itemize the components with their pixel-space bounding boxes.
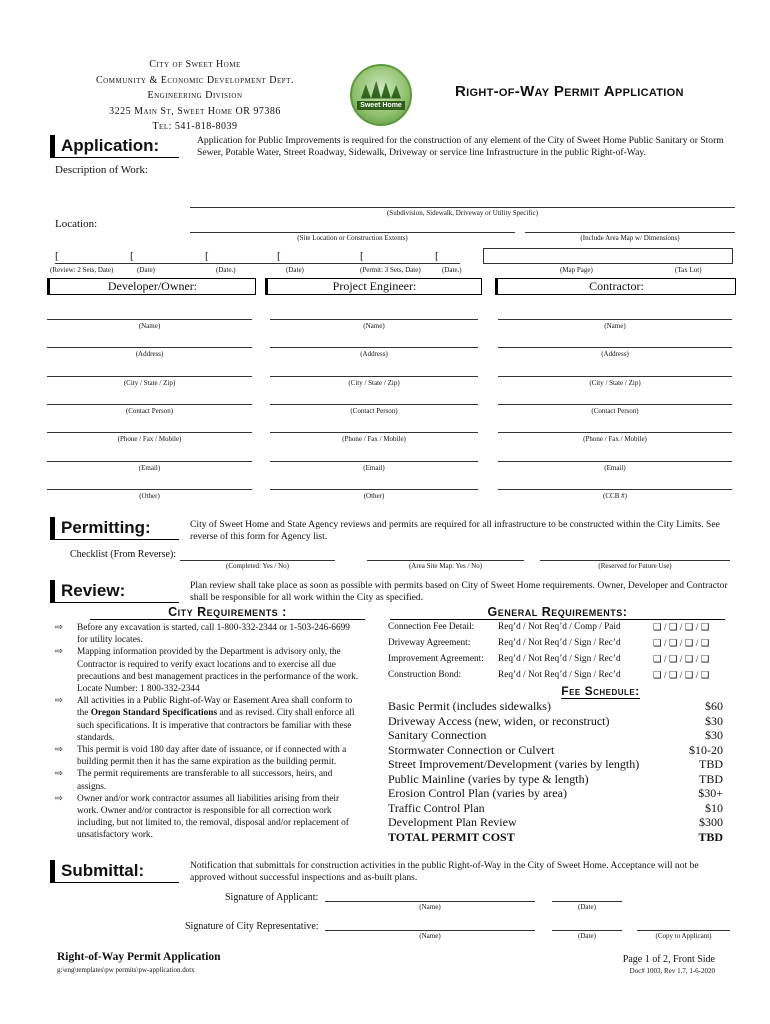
area-map-field[interactable]: [525, 232, 735, 233]
fee-label: Basic Permit (includes sidewalks): [388, 699, 551, 713]
fee-amount: $300: [699, 815, 723, 829]
status-checkboxes[interactable]: ❑ / ❑ / ❑ / ❑: [653, 671, 710, 681]
general-requirement-status: Req’d / Not Req’d / Sign / Rec’d: [498, 670, 621, 680]
application-heading: Application:: [50, 135, 179, 158]
contact-caption: (Address): [135, 350, 164, 359]
fee-row: [388, 815, 723, 830]
footer-page: Page 1 of 2, Front Side: [622, 954, 715, 965]
application-text: Application for Public Improvements is required for the construction of any element of the City of Sweet Home Public Sanitary or Storm Sewer, Potable Water, Street Roadway, Sidewalk, Driveway or service line Infrastructure in the public Right-of-Way.: [197, 135, 724, 158]
tax-lot-caption: (Tax Lot): [675, 266, 702, 274]
general-requirements-table: [388, 622, 733, 686]
fee-amount: TBD: [698, 829, 723, 844]
fee-amount: $30+: [698, 786, 723, 800]
contact-caption: (CCB #): [603, 491, 627, 500]
bracket: [: [55, 250, 59, 262]
contact-caption: (Name): [363, 322, 385, 330]
applicant-date-field[interactable]: [552, 901, 622, 902]
department-address: [70, 57, 320, 135]
copy-to-applicant-field[interactable]: [637, 930, 730, 931]
arrow-icon: ⇨: [55, 793, 63, 804]
contact-field[interactable]: [498, 489, 732, 490]
fee-amount: $30: [705, 713, 723, 728]
contact-caption: (City / State / Zip): [123, 378, 176, 387]
contact-field[interactable]: [47, 347, 252, 348]
permitting-heading: Permitting:: [50, 517, 179, 540]
contact-caption: (Address): [360, 350, 388, 359]
fee-amount: TBD: [699, 757, 723, 771]
city-requirement-item: ⇨ All activities in a Public Right-of-Way or Easement Area shall conform to the Oregon Standard Specifications and as revised. City shall enforce all such specifications. It is imperative that contractors be familiar with these standards.: [55, 696, 355, 743]
fee-label: Street Improvement/Development (varies by length): [388, 757, 640, 771]
contact-caption: (Other): [139, 491, 160, 500]
fee-label: Driveway Access (new, widen, or reconstruct): [388, 713, 610, 728]
contact-field[interactable]: [270, 347, 478, 348]
project-engineer-heading: Project Engineer:: [265, 278, 482, 295]
contact-caption: (Email): [138, 463, 161, 472]
contact-field[interactable]: [270, 461, 478, 462]
contact-caption: (Email): [604, 463, 626, 472]
general-requirement-label: Connection Fee Detail:: [388, 622, 475, 632]
contact-field[interactable]: [498, 347, 732, 348]
fee-amount: $60: [705, 699, 723, 713]
general-requirement-label: Construction Bond:: [388, 670, 462, 680]
location-label: Location:: [55, 218, 98, 230]
city-requirement-item: ⇨ The permit requirements are transferable to all successors, heirs, and assigns.: [55, 769, 333, 792]
fee-schedule-heading-text: Fee Schedule:: [561, 684, 640, 698]
contact-caption: (Address): [601, 350, 629, 359]
bracket: [: [435, 250, 439, 262]
city-signature-label: Signature of City Representative:: [185, 921, 319, 932]
checklist-caption: (Reserved for Future Use): [598, 562, 672, 570]
addr-line: Engineering Division: [147, 90, 243, 101]
general-requirement-status: Req’d / Not Req’d / Sign / Rec’d: [498, 638, 621, 648]
checklist-caption: (Area Site Map: Yes / No): [408, 562, 483, 570]
general-requirement-label: Driveway Agreement:: [388, 638, 471, 648]
fee-label: Stormwater Connection or Culvert: [388, 742, 555, 757]
fee-label: Development Plan Review: [388, 815, 517, 829]
city-requirement-item: ⇨ Before any excavation is started, call 1-800-332-2344 or 1-503-246-6699 for utility locates.: [55, 623, 350, 646]
description-field[interactable]: [190, 207, 735, 208]
checklist-label: Checklist (From Reverse):: [70, 549, 177, 560]
fee-row: [388, 757, 723, 772]
fee-label: Traffic Control Plan: [388, 800, 485, 815]
date-caption: (Date.): [442, 266, 462, 274]
general-requirement-row: [388, 638, 733, 654]
bracket: [: [130, 250, 134, 262]
permitting-text: City of Sweet Home and State Agency reviews and permits are required for all infrastructure to be constructed within the City Limits. See reverse of this form for Agency list.: [190, 519, 720, 542]
addr-line: City of Sweet Home: [149, 59, 241, 70]
contact-field[interactable]: [270, 404, 478, 405]
checklist-caption: (Completed: Yes / No): [226, 562, 289, 570]
footer-doc: Doc# 1003, Rev 1.7, 1-6-2020: [629, 967, 715, 975]
date-caption: (Date): [137, 266, 155, 274]
contact-field[interactable]: [498, 404, 732, 405]
contact-caption: (Contact Person): [350, 406, 398, 415]
fee-amount: TBD: [699, 771, 723, 786]
date-caption: (Date): [578, 903, 596, 911]
contact-field[interactable]: [498, 376, 732, 377]
applicant-name-field[interactable]: [325, 901, 535, 902]
name-caption: (Name): [419, 903, 441, 911]
fee-label: Erosion Control Plan (varies by area): [388, 786, 567, 800]
fee-schedule-heading: [488, 684, 713, 698]
arrow-icon: ⇨: [55, 623, 63, 633]
contact-field[interactable]: [47, 432, 252, 433]
contact-field[interactable]: [498, 319, 732, 320]
general-requirement-row: [388, 622, 733, 638]
status-checkboxes[interactable]: ❑ / ❑ / ❑ / ❑: [653, 655, 710, 665]
site-caption: (Site Location or Construction Extents): [297, 234, 408, 242]
review-text: Plan review shall take place as soon as possible with permits based on City of Sweet Home requirements. Owner, Developer and Contractor shall be responsible for all work within the City as specified.: [190, 580, 728, 603]
general-requirement-label: Improvement Agreement:: [388, 654, 484, 664]
fee-label: Public Mainline (varies by type & length): [388, 771, 589, 786]
city-logo: [350, 64, 412, 126]
contact-field[interactable]: [47, 376, 252, 377]
contact-field[interactable]: [498, 461, 732, 462]
contact-caption: (Phone / Fax / Mobile): [117, 435, 182, 444]
contact-field[interactable]: [47, 489, 252, 490]
footer-path: g:\eng\templates\pw permits\pw-application.dotx: [57, 966, 195, 974]
contact-field[interactable]: [498, 432, 732, 433]
contact-caption: (Phone / Fax / Mobile): [342, 435, 406, 444]
site-location-field[interactable]: [190, 232, 515, 233]
fee-row: [388, 699, 723, 714]
bracket: [: [277, 250, 281, 262]
contact-caption: (Other): [363, 491, 385, 500]
fee-row: [388, 743, 723, 758]
checklist-completed-field[interactable]: [180, 560, 335, 561]
contact-caption: (Phone / Fax / Mobile): [583, 435, 647, 444]
contact-caption: (Contact Person): [125, 406, 174, 415]
contact-field[interactable]: [47, 404, 252, 405]
status-checkboxes[interactable]: ❑ / ❑ / ❑ / ❑: [653, 623, 710, 633]
dates-line[interactable]: [55, 263, 460, 264]
area-caption: (Include Area Map w/ Dimensions): [580, 234, 680, 242]
contact-caption: (City / State / Zip): [589, 378, 641, 387]
addr-line: 3225 Main St, Sweet Home OR 97386: [109, 105, 281, 117]
contact-field[interactable]: [47, 461, 252, 462]
city-rep-name-field[interactable]: [325, 930, 535, 931]
fee-row: [388, 801, 723, 816]
arrow-icon: ⇨: [55, 647, 63, 658]
fee-row: [388, 830, 723, 845]
date-caption: (Review: 2 Sets, Date): [50, 266, 114, 274]
applicant-signature-label: Signature of Applicant:: [225, 892, 319, 903]
arrow-icon: ⇨: [55, 769, 63, 780]
fee-row: [388, 772, 723, 787]
city-requirement-item: ⇨ This permit is void 180 day after date of issuance, or if connected with a building permit then it has the same expiration as the building permit.: [55, 745, 347, 768]
footer-title: Right-of-Way Permit Application: [57, 951, 221, 963]
logo-trees-icon: [361, 81, 401, 99]
city-rep-date-field[interactable]: [552, 930, 622, 931]
contact-caption: (City / State / Zip): [348, 378, 400, 387]
page-title: Right-of-Way Permit Application: [455, 83, 684, 100]
contact-caption: (Name): [604, 322, 626, 330]
contact-field[interactable]: [47, 319, 252, 320]
contact-caption: (Email): [363, 463, 385, 472]
date-caption: (Date): [286, 266, 304, 274]
contact-field[interactable]: [270, 319, 478, 320]
fee-row: [388, 714, 723, 729]
general-requirement-status: Req’d / Not Req’d / Comp / Paid: [498, 622, 621, 632]
fee-amount: $30: [705, 728, 723, 742]
arrow-icon: ⇨: [55, 745, 63, 756]
date-caption: (Permit: 3 Sets, Date): [360, 266, 421, 274]
date-caption: (Date): [578, 932, 596, 940]
map-taxlot-box[interactable]: [483, 248, 733, 264]
city-requirement-item: ⇨ Mapping information provided by the Department is advisory only, the Contractor is required to verify exact locations and to exercise all due precautions and best management practices in the performance of the work. Locate Number: 1 800-332-2344: [55, 647, 359, 695]
contact-field[interactable]: [270, 376, 478, 377]
contact-field[interactable]: [270, 489, 478, 490]
addr-line: Community & Economic Development Dept.: [96, 74, 294, 86]
general-requirements-heading: General Requirements:: [390, 605, 725, 620]
arrow-icon: ⇨: [55, 696, 63, 707]
status-checkboxes[interactable]: ❑ / ❑ / ❑ / ❑: [653, 639, 710, 649]
fee-amount: $10: [705, 800, 723, 815]
submittal-text: Notification that submittals for construction activities in the public Right-of-Way in the City of Sweet Home. Acceptance will not be approved without successful inspections and as-built plans.: [190, 860, 699, 883]
contractor-heading: Contractor:: [495, 278, 736, 295]
date-caption: (Date.): [216, 266, 236, 274]
description-label: Description of Work:: [55, 164, 149, 176]
fee-row: [388, 728, 723, 743]
city-requirements-heading: City Requirements :: [90, 605, 365, 620]
addr-line: Tel: 541-818-8039: [152, 121, 238, 132]
map-page-caption: (Map Page): [560, 266, 593, 274]
contact-caption: (Contact Person): [591, 406, 639, 415]
general-requirement-status: Req’d / Not Req’d / Sign / Rec’d: [498, 654, 621, 664]
bracket: [: [205, 250, 209, 262]
developer-owner-heading: Developer/Owner:: [47, 278, 256, 295]
review-heading: Review:: [50, 580, 179, 603]
fee-schedule-table: [388, 699, 723, 844]
general-requirement-row: [388, 654, 733, 670]
bracket: [: [360, 250, 364, 262]
fee-label: Sanitary Connection: [388, 728, 487, 742]
city-requirements-list: [55, 622, 360, 842]
copy-caption: (Copy to Applicant): [655, 932, 712, 940]
description-caption: (Subdivision, Sidewalk, Driveway or Utility Specific): [386, 209, 539, 217]
checklist-area-map-field[interactable]: [367, 560, 524, 561]
submittal-heading: Submittal:: [50, 860, 179, 883]
contact-caption: (Name): [138, 322, 161, 330]
fee-amount: $10-20: [689, 742, 723, 757]
contact-field[interactable]: [270, 432, 478, 433]
city-requirement-item: ⇨ Owner and/or work contractor assumes all liabilities arising from their work. Owner and/or contractor is responsible for all correction work including, but not limited to, the removal, disposal and/or replacement of unsatisfactory work.: [55, 793, 349, 841]
logo-text: Sweet Home: [357, 101, 405, 110]
name-caption: (Name): [419, 932, 441, 940]
checklist-reserved-field[interactable]: [540, 560, 730, 561]
fee-row: [388, 786, 723, 801]
fee-label: TOTAL PERMIT COST: [388, 829, 515, 844]
